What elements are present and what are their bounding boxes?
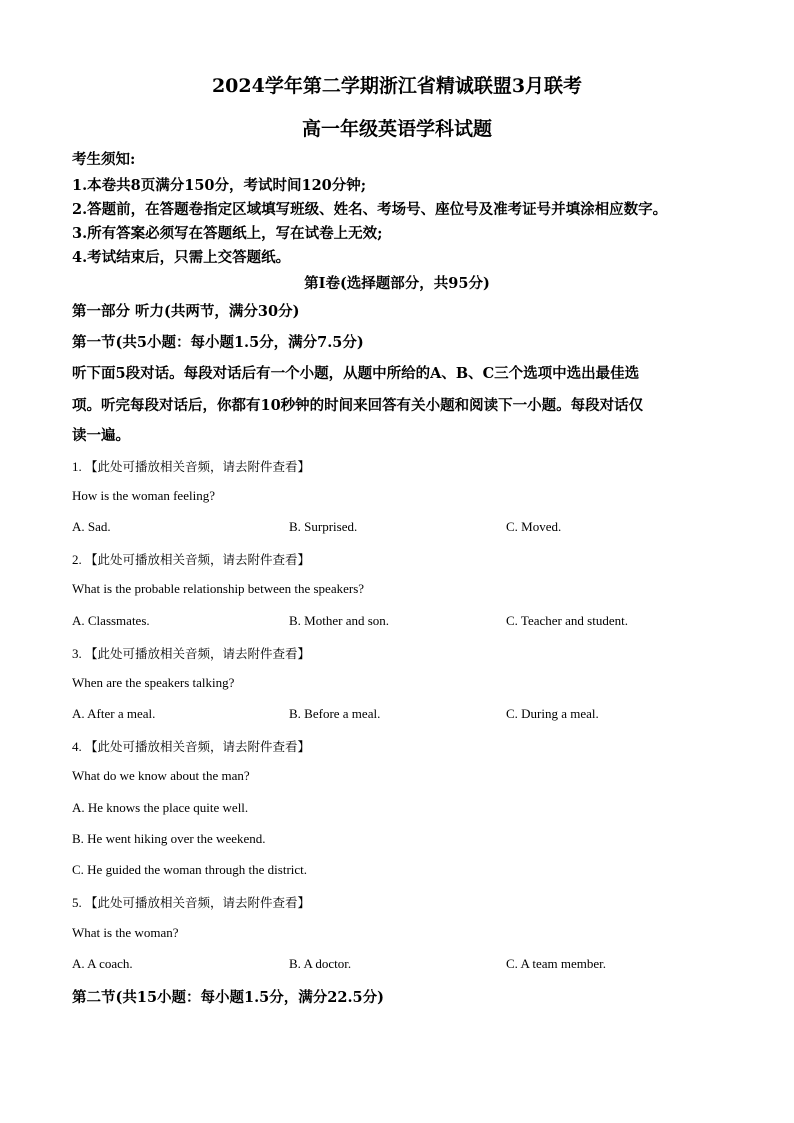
audio-placeholder[interactable]: 【此处可播放相关音频，请去附件查看】 xyxy=(85,739,311,754)
question-number: 4. xyxy=(72,739,82,754)
question-header xyxy=(72,737,310,755)
question-header xyxy=(72,457,310,475)
instruction-line: 项。听完每段对话后，你都有10秒钟的时间来回答有关小题和阅读下一小题。每段对话仅 xyxy=(72,397,644,414)
option-c: C. During a meal. xyxy=(506,706,599,721)
exam-title: 2024学年第二学期浙江省精诚联盟3月联考 xyxy=(211,75,583,97)
section-title: 第一节(共5小题：每小题1.5分，满分7.5分) xyxy=(72,334,364,351)
notice-item: 4.考试结束后，只需上交答题纸。 xyxy=(72,249,291,266)
question-header xyxy=(72,644,310,662)
instruction-line: 读一遍。 xyxy=(72,427,130,444)
question-text: What do we know about the man? xyxy=(72,768,250,783)
notice-item: 1.本卷共8页满分150分，考试时间120分钟; xyxy=(72,177,367,194)
audio-placeholder[interactable]: 【此处可播放相关音频，请去附件查看】 xyxy=(85,552,311,567)
option-b: B. Before a meal. xyxy=(289,706,381,721)
question-text: What is the probable relationship between the speakers? xyxy=(72,581,365,596)
option-c: C. Teacher and student. xyxy=(506,613,628,628)
question-number: 3. xyxy=(72,646,82,661)
question-header xyxy=(72,893,310,911)
question-text: How is the woman feeling? xyxy=(72,488,215,503)
audio-placeholder[interactable]: 【此处可播放相关音频，请去附件查看】 xyxy=(85,646,311,661)
question-text: What is the woman? xyxy=(72,925,179,940)
option-a: A. Sad. xyxy=(72,519,111,534)
section-title: 第二节(共15小题：每小题1.5分，满分22.5分) xyxy=(72,989,384,1006)
question-number: 1. xyxy=(72,459,82,474)
option-b: B. A doctor. xyxy=(289,956,352,971)
question-text: When are the speakers talking? xyxy=(72,675,235,690)
option-a: A. Classmates. xyxy=(72,613,150,628)
option-a: A. He knows the place quite well. xyxy=(72,800,249,815)
option-a: A. A coach. xyxy=(72,956,133,971)
question-number: 5. xyxy=(72,895,82,910)
option-a: A. After a meal. xyxy=(72,706,156,721)
option-c: C. Moved. xyxy=(506,519,562,534)
volume-title: 第Ⅰ卷(选择题部分，共95分) xyxy=(304,275,490,292)
instruction-line: 听下面5段对话。每段对话后有一个小题，从题中所给的A、B、C三个选项中选出最佳选 xyxy=(72,365,640,382)
notice-item: 3.所有答案必须写在答题纸上，写在试卷上无效; xyxy=(72,225,383,242)
part-title: 第一部分 听力(共两节，满分30分) xyxy=(72,303,300,320)
question-number: 2. xyxy=(72,552,82,567)
notice-heading: 考生须知: xyxy=(72,151,136,168)
option-b: B. Surprised. xyxy=(289,519,358,534)
question-header xyxy=(72,550,310,568)
exam-subtitle: 高一年级英语学科试题 xyxy=(301,118,492,140)
option-c: C. A team member. xyxy=(506,956,607,971)
audio-placeholder[interactable]: 【此处可播放相关音频，请去附件查看】 xyxy=(85,895,311,910)
audio-placeholder[interactable]: 【此处可播放相关音频，请去附件查看】 xyxy=(85,459,311,474)
notice-item: 2.答题前，在答题卷指定区域填写班级、姓名、考场号、座位号及准考证号并填涂相应数字。 xyxy=(72,201,668,218)
option-b: B. He went hiking over the weekend. xyxy=(72,831,266,846)
option-c: C. He guided the woman through the district. xyxy=(72,862,308,877)
option-b: B. Mother and son. xyxy=(289,613,390,628)
